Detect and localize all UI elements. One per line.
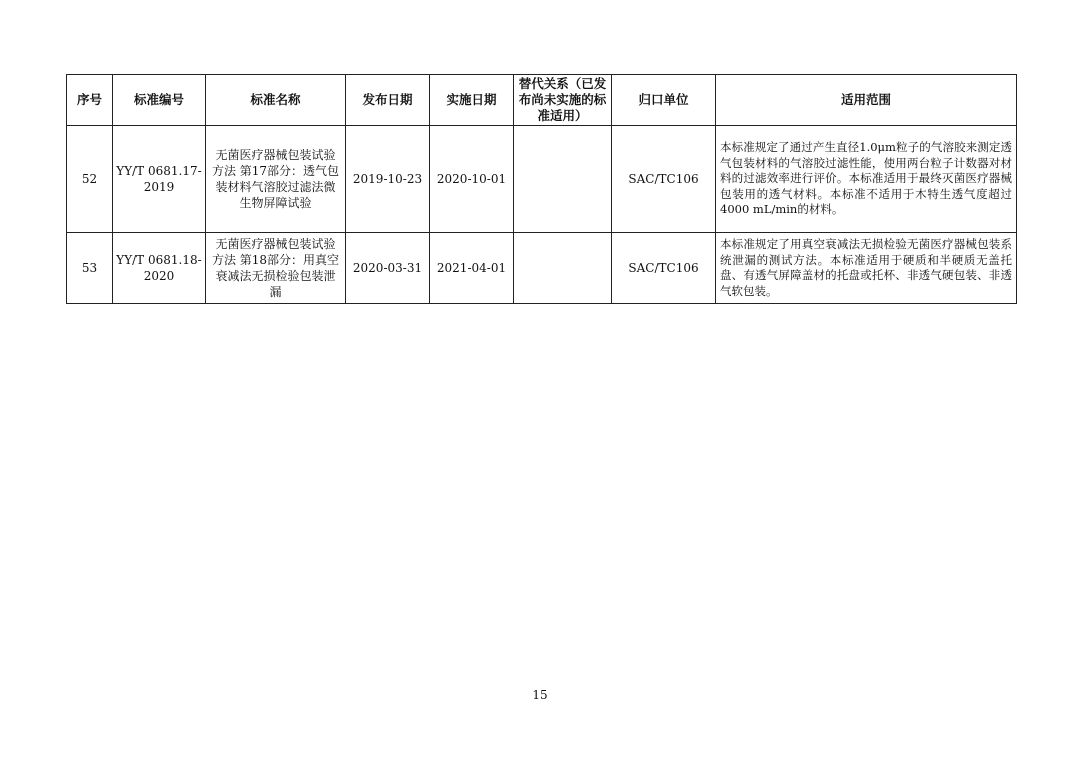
cell-name: 无菌医疗器械包装试验方法 第17部分：透气包装材料气溶胶过滤法微生物屏障试验 (206, 126, 346, 233)
cell-replace (514, 233, 612, 304)
cell-implement-date: 2021-04-01 (430, 233, 514, 304)
page-number: 15 (532, 688, 548, 702)
standards-table (66, 74, 1017, 304)
cell-seq: 53 (67, 233, 113, 304)
cell-implement-date: 2020-10-01 (430, 126, 514, 233)
cell-seq: 52 (67, 126, 113, 233)
header-implement-date: 实施日期 (430, 75, 514, 126)
header-scope: 适用范围 (716, 75, 1017, 126)
header-seq: 序号 (67, 75, 113, 126)
cell-scope: 本标准规定了用真空衰减法无损检验无菌医疗器械包装系统泄漏的测试方法。本标准适用于硬质和半硬质无盖托盘、有透气屏障盖材的托盘或托杯、非透气硬包装、非透气软包装。 (716, 233, 1017, 304)
cell-publish-date: 2020-03-31 (346, 233, 430, 304)
header-replace: 替代关系（已发布尚未实施的标准适用） (514, 75, 612, 126)
header-publish-date: 发布日期 (346, 75, 430, 126)
cell-name: 无菌医疗器械包装试验方法 第18部分：用真空衰减法无损检验包装泄漏 (206, 233, 346, 304)
table-row (67, 233, 1017, 304)
cell-replace (514, 126, 612, 233)
cell-code: YY/T 0681.18-2020 (113, 233, 206, 304)
header-unit: 归口单位 (612, 75, 716, 126)
table-row (67, 126, 1017, 233)
header-code: 标准编号 (113, 75, 206, 126)
cell-scope: 本标准规定了通过产生直径1.0μm粒子的气溶胶来测定透气包装材料的气溶胶过滤性能，使用两台粒子计数器对材料的过滤效率进行评价。本标准适用于最终灭菌医疗器械包装用的透气材料。本标准不适用于木特生透气度超过4000 mL/min的材料。 (716, 126, 1017, 233)
cell-unit: SAC/TC106 (612, 233, 716, 304)
table-header-row (67, 75, 1017, 126)
cell-unit: SAC/TC106 (612, 126, 716, 233)
cell-code: YY/T 0681.17-2019 (113, 126, 206, 233)
cell-publish-date: 2019-10-23 (346, 126, 430, 233)
header-name: 标准名称 (206, 75, 346, 126)
